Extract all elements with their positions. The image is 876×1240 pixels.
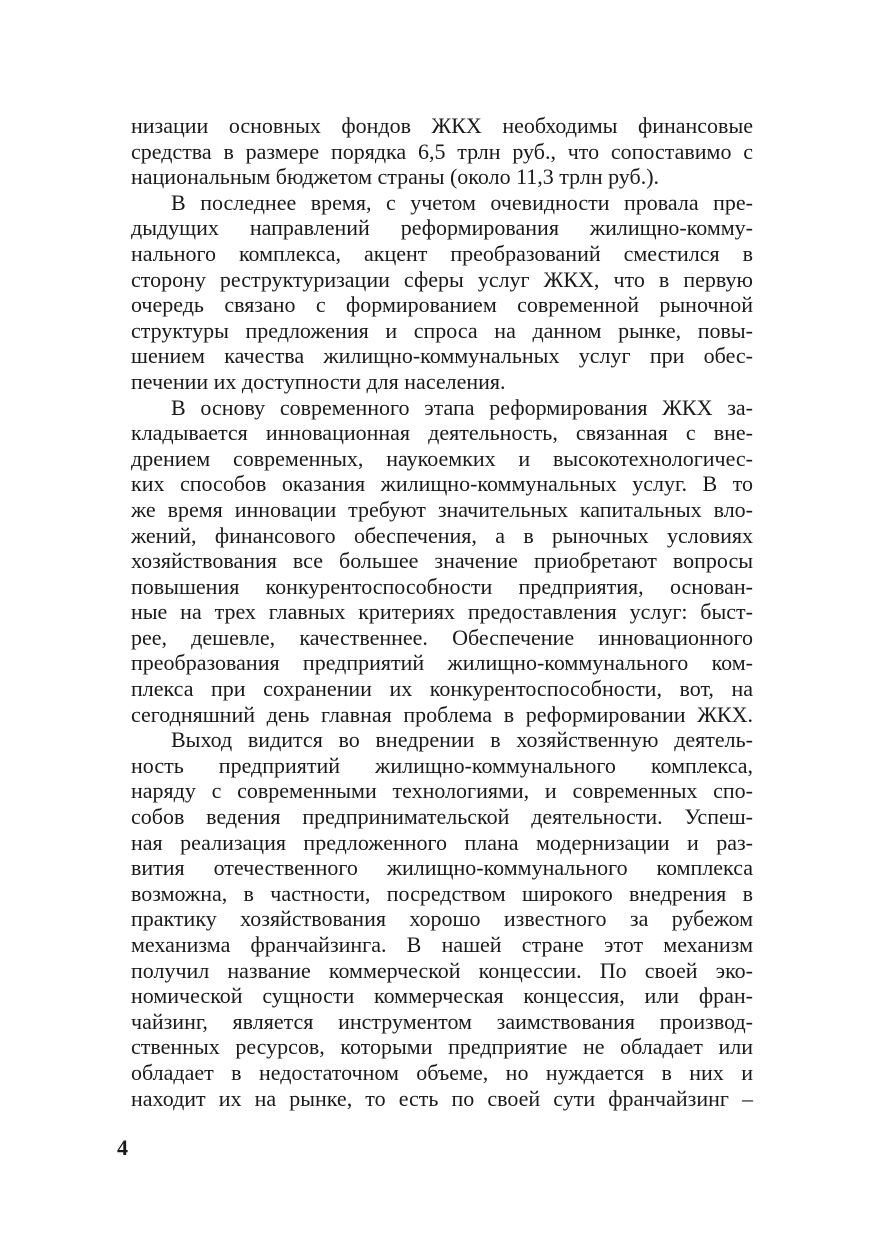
text-line: ность предприятий жилищно-коммунального комплекса, [131, 752, 753, 778]
text-line: получил название коммерческой концессии. По своей эко- [131, 957, 753, 983]
text-line: жений, финансового обеспечения, а в рыночных условиях [131, 522, 753, 548]
text-line: механизма франчайзинга. В нашей стране этот механизм [131, 932, 753, 957]
text-line: низации основных фондов ЖКХ необходимы финансовые [131, 113, 753, 138]
text-line: преобразования предприятий жилищно-коммунального ком- [131, 650, 753, 676]
text-line: дыдущих направлений реформирования жилищно-комму- [131, 215, 753, 241]
text-line: нального комплекса, акцент преобразований сместился в [131, 240, 753, 266]
text-line: наряду с современными технологиями, и современных спо- [131, 778, 753, 804]
text-line: возможна, в частности, посредством широкого внедрения в [131, 880, 753, 906]
text-line: В последнее время, с учетом очевидности провала пре- [171, 189, 753, 215]
paragraph-4 [131, 727, 753, 1111]
text-line: кладывается инновационная деятельность, связанная с вне- [131, 420, 753, 446]
text-line: находит их на рынке, то есть по своей сути франчайзинг – [131, 1085, 753, 1111]
text-line: номической сущности коммерческая концессия, или фран- [131, 983, 753, 1009]
text-line: сегодняшний день главная проблема в реформировании ЖКХ. [131, 701, 753, 727]
text-line: же время инновации требуют значительных капитальных вло- [131, 496, 753, 522]
text-line: вития отечественного жилищно-коммунального комплекса [131, 855, 753, 881]
paragraph-3 [131, 395, 753, 728]
text-line: чайзинг, является инструментом заимствования производ- [131, 1008, 753, 1034]
paragraph-1 [131, 113, 753, 190]
text-line: очередь связано с формированием современной рыночной [131, 292, 753, 318]
text-line: дрением современных, наукоемких и высокотехнологичес- [131, 445, 753, 471]
text-line: собов ведения предпринимательской деятельности. Успеш- [131, 804, 753, 830]
text-line: В основу современного этапа реформирования ЖКХ за- [171, 394, 753, 420]
text-line: печении их доступности для населения. [131, 368, 506, 394]
text-line: сторону реструктуризации сферы услуг ЖКХ, что в первую [131, 266, 753, 292]
text-line: средства в размере порядка 6,5 трлн руб., что сопоставимо с [131, 138, 753, 164]
paragraph-2 [131, 190, 753, 395]
page-body [131, 113, 753, 1111]
text-line: ная реализация предложенного плана модернизации и раз- [131, 829, 753, 855]
text-line: ственных ресурсов, которыми предприятие не обладает или [131, 1034, 753, 1060]
text-line: Выход видится во внедрении в хозяйственную деятель- [171, 727, 753, 753]
text-line: обладает в недостаточном объеме, но нуждается в них и [131, 1059, 753, 1085]
text-line: повышения конкурентоспособности предприятия, основан- [131, 573, 753, 599]
text-line: практику хозяйствования хорошо известного за рубежом [131, 906, 753, 932]
text-line: рее, дешевле, качественнее. Обеспечение инновационного [131, 624, 753, 650]
text-line: ные на трех главных критериях предоставления услуг: быст- [131, 599, 753, 625]
text-line: плекса при сохранении их конкурентоспособности, вот, на [131, 676, 753, 702]
text-line: ких способов оказания жилищно-коммунальных услуг. В то [131, 471, 753, 497]
text-line: шением качества жилищно-коммунальных услуг при обес- [131, 343, 753, 369]
page-number: 4 [117, 1135, 128, 1160]
text-line: национальным бюджетом страны (около 11,3 трлн руб.). [131, 164, 660, 190]
text-line: хозяйствования все большее значение приобретают вопросы [131, 548, 753, 574]
text-line: структуры предложения и спроса на данном рынке, повы- [131, 317, 753, 343]
